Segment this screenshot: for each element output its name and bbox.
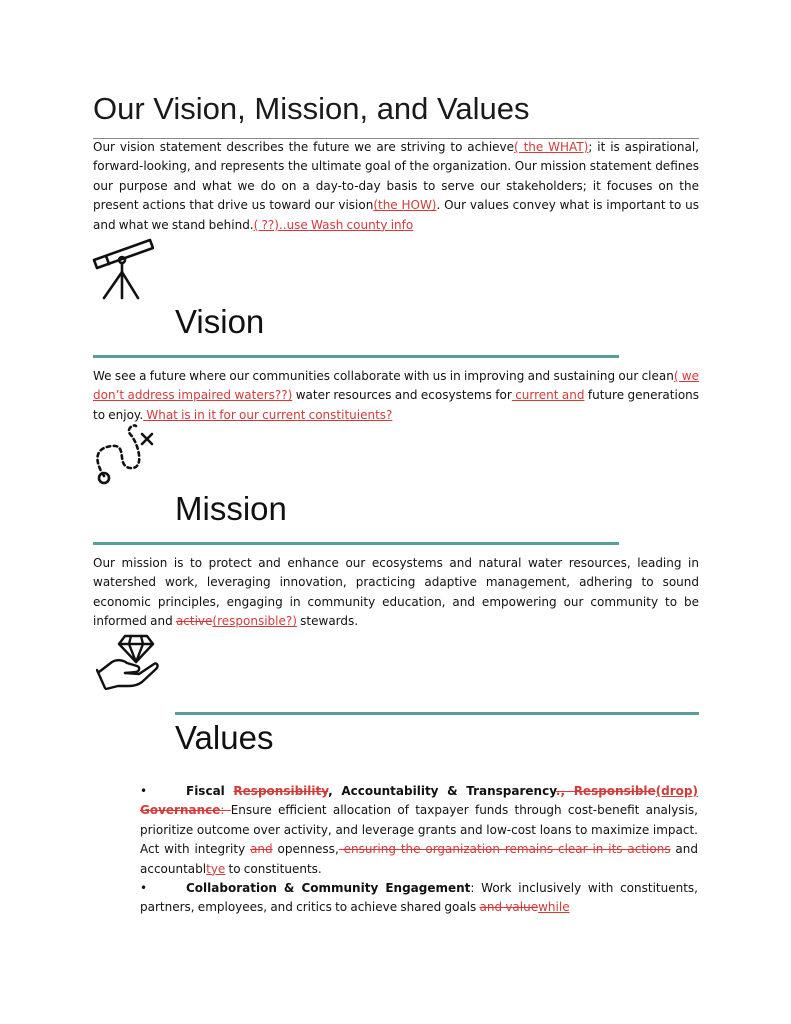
vision-insertion-constituents: What is in it for our current constituients? [143, 407, 393, 422]
mission-divider [93, 542, 619, 545]
mission-insertion-responsible: (responsible?) [212, 614, 297, 629]
vision-text-1: We see a future where our communities collaborate with us in improving and sustaining our clean [93, 369, 674, 383]
value-1-insertion-tye: tye [206, 861, 226, 876]
vision-text-3: future generations to enjoy. [93, 388, 700, 422]
intro-text-2: ; it is aspirational, forward-looking, and represents the ultimate goal of the organization. Our mission statement defines our purpose and what we do on a day-to-day basis to serve our stakeholders; it focuses on the present actions that drive us toward our vision [93, 140, 699, 213]
intro-text-1: Our vision statement describes the future we are striving to achieve [93, 140, 515, 154]
value-1-title: Fiscal [186, 784, 234, 798]
page-title: Our Vision, Mission, and Values [93, 91, 530, 126]
path-map-icon [90, 422, 160, 486]
value-2-deletion-and-value: and value [479, 900, 539, 915]
value-1-text-4: to constituents. [225, 861, 322, 876]
intro-insertion-what: ( the WHAT) [514, 140, 589, 154]
vision-insertion-impaired: ( we don’t address impaired waters??) [93, 369, 700, 403]
value-1-text-1: Ensure efficient allocation of taxpayer funds through cost-benefit analysis, prioritize outcome over activity, and leverage grants and low-cost loans to maximize impact. Act with integrity [140, 803, 698, 857]
mission-text-2: stewards. [296, 614, 359, 629]
value-1-text-3: and accountabl [140, 842, 699, 876]
intro-text-3: . Our values convey what is important to us and what we stand behind. [93, 198, 699, 232]
vision-insertion-current: current and [511, 388, 585, 403]
intro-insertion-wash-county: ( ??)..use Wash county info [253, 217, 414, 232]
mission-paragraph [93, 554, 699, 632]
value-1-deletion-and: and [250, 842, 273, 857]
values-divider [175, 712, 699, 715]
intro-paragraph [93, 138, 699, 235]
value-1-insertion-drop: (drop) [655, 784, 698, 798]
value-2-title: Collaboration & Community Engagement [186, 881, 471, 896]
telescope-icon [92, 238, 154, 300]
hand-diamond-icon [96, 632, 160, 690]
value-1-deletion-ensuring: ensuring the organization remains clear in its actions [338, 842, 671, 857]
value-1-text-2: openness, [272, 842, 339, 857]
vision-heading: Vision [175, 303, 265, 340]
vision-text-2: water resources and ecosystems for [292, 388, 512, 403]
vision-paragraph [93, 367, 699, 425]
mission-deletion-active: active [175, 614, 213, 629]
value-1-deletion-responsibility: Responsibility [233, 784, 329, 798]
values-list [140, 782, 698, 918]
value-2-text-1: : Work inclusively with constituents, partners, employees, and critics to achieve shared goals [140, 881, 698, 915]
value-1-title-2: , Accountability & Transparency [328, 784, 556, 798]
value-1-deletion-colon: : [220, 803, 231, 818]
intro-insertion-how: (the HOW) [373, 198, 437, 213]
list-item [140, 782, 698, 879]
bullet-icon: • [140, 784, 148, 798]
bullet-icon: • [140, 881, 148, 896]
value-2-insertion-while: while [538, 900, 570, 915]
mission-text-1: Our mission is to protect and enhance our ecosystems and natural water resources, leading in watershed work, leveraging innovation, practicing adaptive management, adhering to sound economic principles, engaging in community education, and empowering our community to be informed and [93, 556, 699, 629]
values-heading: Values [175, 719, 274, 756]
value-1-deletion-punct: ., [555, 784, 574, 798]
list-item [140, 879, 698, 918]
value-1-deletion-governance: Governance [140, 803, 221, 818]
mission-heading: Mission [175, 490, 287, 527]
vision-divider [93, 355, 619, 358]
value-1-deletion-responsible: Responsible [573, 784, 656, 798]
